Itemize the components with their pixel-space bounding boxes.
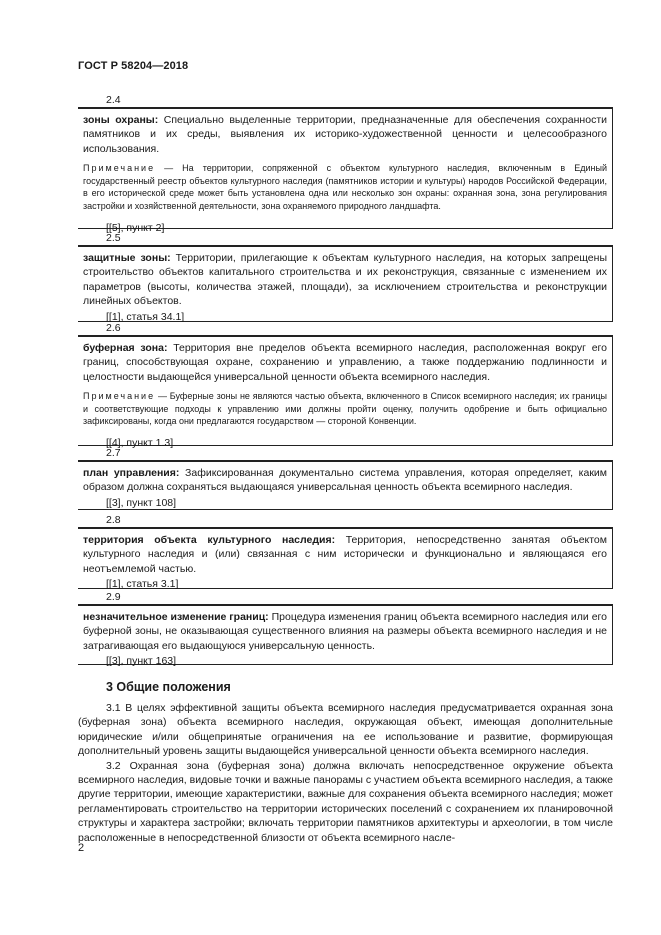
reference: [[5], пункт 2] [106, 221, 165, 234]
entry-number: 2.5 [106, 232, 121, 244]
section-body [78, 701, 613, 845]
definition-text [83, 533, 607, 576]
entry-number: 2.7 [106, 447, 121, 459]
definition-text [83, 113, 607, 156]
definition-text [83, 251, 607, 309]
section-title: 3 Общие положения [106, 680, 231, 694]
definition-box-2-8 [78, 527, 613, 589]
term: незначительное изменение границ: [83, 611, 269, 623]
definition: Территории, прилегающие к объектам культурного наследия, на которых запрещены строительство объектов капитального строительства и их реконструкция, связанные с изменением их параметров (высоты, количества этажей, площади), за исключением строительства и реконструкции линейных объектов. [83, 252, 607, 308]
reference: [[3], пункт 108] [106, 496, 177, 509]
definition-box-2-6 [78, 335, 613, 449]
page-number: 2 [78, 842, 85, 854]
document-header: ГОСТ Р 58204—2018 [78, 60, 189, 72]
paragraph: 3.2 Охранная зона (буферная зона) должна включать непосредственное окружение объекта всемирного наследия, видовые точки и важные панорамы с участием объекта всемирного наследия, а также другие территории, имеющие характеристики, важные для сохранения объекта всемирного наследия; может регламентировать строительство на территории исторических поселений с сохранением их планировочной структуры и характера застройки; включать территории памятников архитектуры и археологии, в том числе расположенные в непосредственной близости от объекта всемирного насле- [78, 759, 613, 844]
definition-box-2-9 [78, 604, 613, 668]
term: буферная зона: [83, 342, 168, 354]
definition-text [83, 466, 607, 495]
note-text: — На территории, сопряженной с объектом культурного наследия, включенным в Единый государственный реестр объектов культурного наследия (памятников истории и культуры) народов Российской Федерации, в его исторической среде может быть установлена одна или несколько зон охраны: охранная зона, зона регулирования застройки и хозяйственной деятельности, зона охраняемого природного ландшафта. [83, 163, 607, 211]
definition-box-2-4 [78, 107, 613, 234]
entry-number: 2.8 [106, 514, 121, 526]
definition-text [83, 610, 607, 653]
term: план управления: [83, 467, 180, 479]
definition-box-2-7 [78, 460, 613, 510]
definition-box-2-5 [78, 245, 613, 322]
entry-number: 2.4 [106, 94, 121, 106]
paragraph: 3.1 В целях эффективной защиты объекта всемирного наследия предусматривается охранная зона (буферная зона) объекта всемирного наследия, окружающая объект, имеющая дополнительные юридические и/или общепринятые ограничения на ее использование и развитие, формирующая дополнительный уровень защиты выдающейся универсальной ценности объекта всемирного наследия. [78, 702, 613, 758]
definition: Зафиксированная документально система управления, которая определяет, каким образом должна сохраняться выдающаяся универсальная ценность объекта всемирного наследия. [83, 467, 608, 494]
note-label: Примечание [83, 391, 156, 402]
note-text: — Буферные зоны не являются частью объекта, включенного в Список всемирного наследия; их границы и соответствующие подходы к управлению ими должны пройти оценку, получить одобрение и быть официально зафиксированы, когда они предлагаются государством — стороной Конвенции. [83, 391, 607, 427]
reference: [[3], пункт 163] [106, 655, 177, 668]
definition: Территория, непосредственно занятая объектом культурного наследия и (или) связанная с ним исторически и функционально и являющаяся его неотъемлемой частью. [83, 534, 607, 575]
entry-number: 2.6 [106, 322, 121, 334]
reference: [[1], статья 3.1] [106, 578, 179, 591]
term: территория объекта культурного наследия: [83, 534, 336, 546]
term: защитные зоны: [83, 252, 171, 264]
definition: Процедура изменения границ объекта всемирного наследия или его буферной зоны, не оказывающая существенного влияния на размеры объекта всемирного наследия и не затрагивающая его выдающуюся универсальную ценность. [83, 611, 607, 652]
reference: [[4], пункт 1.3] [106, 437, 174, 449]
definition-text [83, 341, 607, 384]
note [83, 162, 607, 212]
definition: Специально выделенные территории, предназначенные для обеспечения сохранности памятников и их среды, выявления их историко-художественной ценности и целесообразного использования. [83, 114, 607, 155]
definition: Территория вне пределов объекта всемирного наследия, расположенная вокруг его границ, способствующая охране, сохранению и управлению, а также поддержанию подлинности и целостности выдающейся универсальной ценности объекта всемирного наследия. [83, 342, 607, 383]
term: зоны охраны: [83, 114, 159, 126]
note [83, 390, 607, 428]
entry-number: 2.9 [106, 591, 121, 603]
reference: [[1], статья 34.1] [106, 310, 185, 323]
note-label: Примечание [83, 163, 156, 174]
